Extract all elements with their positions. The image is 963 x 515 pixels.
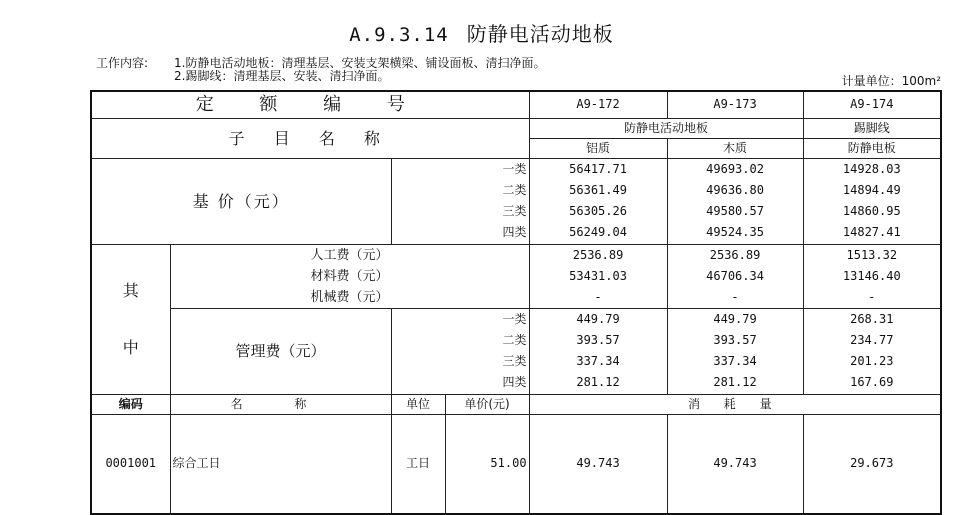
item-label: 子 目 名 称 (91, 118, 529, 158)
base-values-antistatic (803, 158, 941, 244)
base-value: 56249.04 (569, 225, 627, 239)
doc-title-text: 防静电活动地板 (466, 22, 614, 46)
class-4: 四类 (502, 375, 527, 389)
mgmt-value: 234.77 (850, 333, 894, 347)
base-value: 49524.35 (706, 225, 764, 239)
base-value: 14827.41 (842, 225, 901, 239)
class-1: 一类 (502, 312, 527, 326)
sub-head-wood: 木质 (667, 138, 803, 158)
class-4: 四类 (502, 225, 527, 239)
base-price-label: 基 价（元） (91, 158, 391, 244)
work-line-1: 1.防静电活动地板：清理基层、安装支架横梁、铺设面板、清扫净面。 (174, 56, 546, 70)
cost-breakdown-row (91, 244, 941, 308)
work-label: 工作内容: (96, 56, 149, 70)
base-value: 49580.57 (706, 204, 764, 218)
group-head: 防静电活动地板 (529, 118, 803, 138)
material-value: 13146.40 (842, 268, 901, 283)
class-3: 三类 (502, 204, 527, 218)
mgmt-value: 337.34 (713, 354, 757, 368)
machine-value: - (731, 289, 739, 304)
col-price: 单价(元) (445, 394, 529, 414)
base-values-wood (667, 158, 803, 244)
col-unit: 单位 (391, 394, 445, 414)
qizhong-label (91, 244, 170, 394)
cost-values-antistatic (803, 244, 941, 308)
table-row (91, 414, 941, 514)
mgmt-values-antistatic (803, 308, 941, 394)
base-values-aluminum (529, 158, 667, 244)
mgmt-value: 167.69 (850, 375, 894, 389)
labor-value: 2536.89 (709, 247, 761, 262)
mgmt-value: 201.23 (850, 354, 894, 368)
row-name: 综合工日 (170, 414, 391, 514)
base-value: 56305.26 (569, 204, 627, 218)
base-value: 14860.95 (842, 204, 901, 218)
mgmt-value: 393.57 (576, 333, 620, 347)
machine-label: 机械费（元） (310, 289, 389, 305)
machine-value: - (868, 289, 876, 304)
material-label: 材料费（元） (310, 268, 389, 284)
row-unit: 工日 (391, 414, 445, 514)
cost-values-wood (667, 244, 803, 308)
code-a9-173: A9-173 (667, 91, 803, 118)
mgmt-value: 449.79 (576, 312, 620, 326)
material-value: 46706.34 (706, 268, 764, 283)
col-name: 名 称 (170, 394, 391, 414)
material-value: 53431.03 (569, 268, 627, 283)
labor-value: 1513.32 (846, 247, 898, 262)
mgmt-label: 管理费（元） (170, 308, 391, 394)
base-value: 14928.03 (842, 162, 901, 176)
base-value: 14894.49 (842, 183, 901, 197)
measure-unit: 计量单位：100m² (841, 74, 941, 88)
base-value: 49636.80 (706, 183, 764, 197)
work-line-2: 2.踢脚线：清理基层、安装、清扫净面。 (174, 69, 390, 83)
machine-value: - (594, 289, 602, 304)
col-code: 编码 (91, 394, 170, 414)
base-value: 56417.71 (569, 162, 627, 176)
labor-label: 人工费（元） (310, 247, 389, 263)
row-code: 0001001 (91, 414, 170, 514)
class-2: 二类 (502, 333, 527, 347)
cost-values-aluminum (529, 244, 667, 308)
base-value: 49693.02 (706, 162, 764, 176)
class-2: 二类 (502, 183, 527, 197)
item-head-row (91, 118, 941, 138)
code-a9-172: A9-172 (529, 91, 667, 118)
base-classes (391, 158, 529, 244)
kick-head: 踢脚线 (803, 118, 941, 138)
code-a9-174: A9-174 (803, 91, 941, 118)
base-value: 56361.49 (569, 183, 627, 197)
mgmt-value: 281.12 (713, 375, 757, 389)
column-header-row (91, 394, 941, 414)
management-fee-row (91, 308, 941, 394)
mgmt-value: 449.79 (713, 312, 757, 326)
row-value-wood: 49.743 (667, 414, 803, 514)
mgmt-classes (391, 308, 529, 394)
row-value-antistatic: 29.673 (803, 414, 941, 514)
row-value-aluminum: 49.743 (529, 414, 667, 514)
class-1: 一类 (502, 162, 527, 176)
sub-head-antistatic: 防静电板 (803, 138, 941, 158)
mgmt-value: 393.57 (713, 333, 757, 347)
quota-label: 定 额 编 号 (91, 91, 529, 118)
qizhong-char-2: 中 (122, 338, 139, 357)
doc-code: A.9.3.14 (349, 24, 449, 46)
base-price-row (91, 158, 941, 244)
mgmt-values-wood (667, 308, 803, 394)
labor-value: 2536.89 (572, 247, 624, 262)
mgmt-value: 281.12 (576, 375, 620, 389)
mgmt-value: 337.34 (576, 354, 620, 368)
mgmt-value: 268.31 (850, 312, 894, 326)
quota-code-row (91, 91, 941, 118)
col-consume: 消 耗 量 (529, 394, 941, 414)
work-content (96, 57, 545, 83)
class-3: 三类 (502, 354, 527, 368)
row-price: 51.00 (445, 414, 529, 514)
doc-title (0, 18, 963, 47)
mgmt-values-aluminum (529, 308, 667, 394)
quota-table (90, 90, 942, 515)
sub-head-aluminum: 铝质 (529, 138, 667, 158)
qizhong-char-1: 其 (122, 281, 139, 300)
cost-labels (170, 244, 529, 308)
